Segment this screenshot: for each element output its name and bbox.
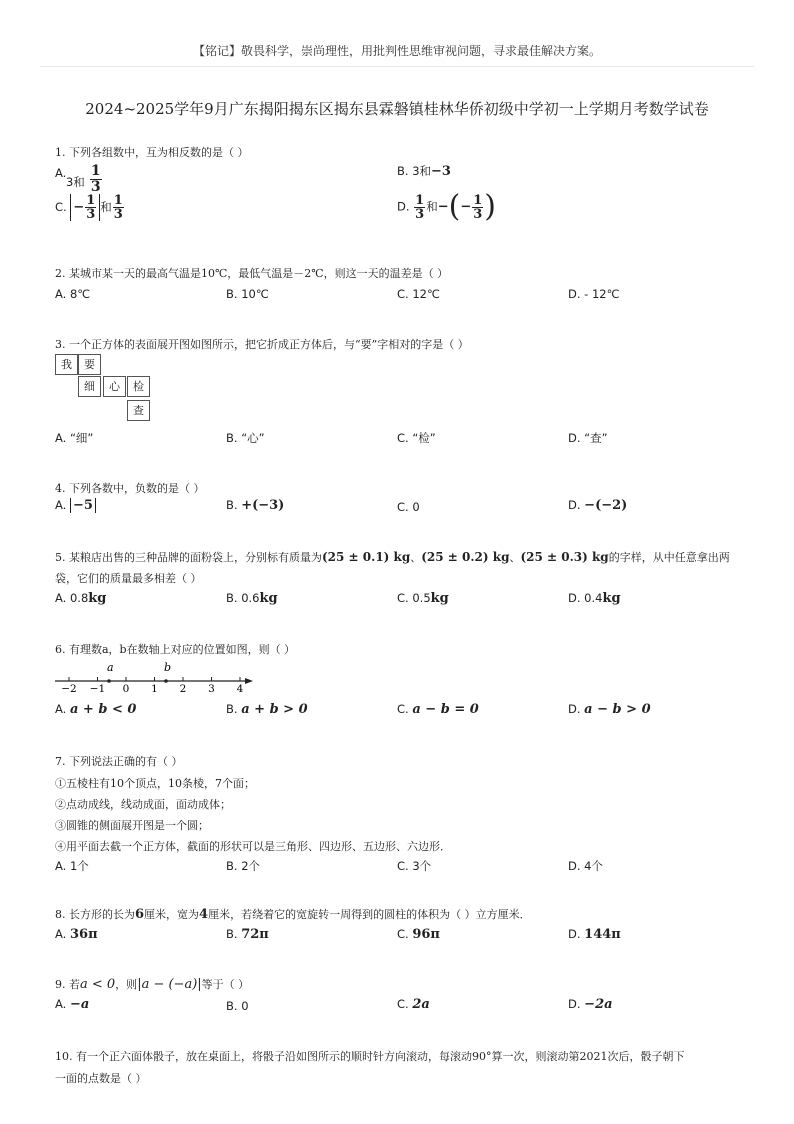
q2-option-b: B. 10℃ <box>226 287 269 301</box>
q9-stem: 9. 若a < 0，则|a − (−a)|等于（ ） <box>55 977 250 992</box>
q7-option-a: A. 1个 <box>55 859 89 873</box>
q5-option-b: B. 0.6kg <box>226 591 278 606</box>
q10-stem-line2: 一面的点数是（ ） <box>55 1072 147 1085</box>
q6-stem: 6. 有理数a，b在数轴上对应的位置如图，则（ ） <box>55 643 296 656</box>
q3-option-a: A. “细” <box>55 431 94 445</box>
header-motto: 【铭记】敬畏科学，崇尚理性，用批判性思维审视问题，寻求最佳解决方案。 <box>192 44 601 58</box>
q6-option-d: D. a − b > 0 <box>568 702 651 717</box>
header-divider <box>40 66 754 67</box>
q1-a-fraction: $\frac{1}{3}$ <box>90 163 101 195</box>
q1-a-text: 3和 <box>65 175 85 189</box>
q1-option-c: C. − $\frac{1}{3}$ 和 $\frac{1}{3}$ <box>55 193 123 222</box>
q7-statement-3: ③圆锥的侧面展开图是一个圆； <box>55 819 209 832</box>
q8-option-c: C. 96π <box>397 927 440 942</box>
q6-option-b: B. a + b > 0 <box>226 702 308 717</box>
q3-option-b: B. “心” <box>226 431 265 445</box>
q3-option-c: C. “检” <box>397 431 436 445</box>
q7-option-d: D. 4个 <box>568 859 603 873</box>
number-line-tick-label: 1 <box>151 683 158 694</box>
number-line-arrow <box>245 678 253 684</box>
q1-option-a <box>55 158 103 195</box>
number-line-tick-label: 3 <box>208 683 215 694</box>
q5-option-d: D. 0.4kg <box>568 591 621 606</box>
q1-c-abs: − $\frac{1}{3}$ <box>70 194 100 221</box>
q5-option-c: C. 0.5kg <box>397 591 449 606</box>
q9-option-c: C. 2a <box>397 997 430 1012</box>
q8-option-b: B. 72π <box>226 927 269 942</box>
q10-stem-line1: 10. 有一个正六面体骰子，放在桌面上，将骰子沿如图所示的顺时针方向滚动，每滚动90°算一次，则滚动第2021次后，骰子朝下 <box>55 1050 685 1063</box>
q7-option-b: B. 2个 <box>226 859 261 873</box>
number-line-diagram <box>50 660 260 694</box>
q8-option-a: A. 36π <box>55 927 98 942</box>
q5-stem-line2: 袋，它们的质量最多相差（ ） <box>55 572 202 585</box>
net-cell-4: 心 <box>103 376 126 397</box>
q5-option-a: A. 0.8kg <box>55 591 107 606</box>
q6-option-a: A. a + b < 0 <box>55 702 137 717</box>
q1-option-d: D. $\frac{1}{3}$ 和−(− $\frac{1}{3}$ ) <box>397 189 497 224</box>
q3-option-d: D. “查” <box>568 431 608 445</box>
label-a: a <box>107 661 114 674</box>
q2-option-d: D. - 12℃ <box>568 287 620 301</box>
point-a <box>107 679 111 683</box>
q4-option-c: C. 0 <box>397 500 420 514</box>
point-b <box>164 679 168 683</box>
q8-option-d: D. 144π <box>568 927 621 942</box>
q1-stem: 1. 下列各组数中，互为相反数的是（ ） <box>55 146 249 159</box>
net-cell-5: 检 <box>127 376 150 397</box>
q7-statement-2: ②点动成线，线动成面，面动成体； <box>55 798 231 811</box>
q4-option-a: A. −5 <box>55 498 96 513</box>
q9-option-b: B. 0 <box>226 999 249 1013</box>
q7-stem: 7. 下列说法正确的有（ ） <box>55 755 183 768</box>
number-line-tick-label: 2 <box>179 683 187 694</box>
label-b: b <box>164 661 172 674</box>
number-line-tick-label: −1 <box>89 683 106 694</box>
q1-option-b: B. 3和−3 <box>397 164 451 179</box>
net-cell-2: 要 <box>78 354 101 375</box>
q6-option-c: C. a − b = 0 <box>397 702 479 717</box>
q2-option-c: C. 12℃ <box>397 287 440 301</box>
q1-a-label: A. <box>55 166 67 180</box>
q4-option-b: B. +(−3) <box>226 498 285 513</box>
q8-stem: 8. 长方形的长为6厘米，宽为4厘米，若绕着它的宽旋转一周得到的圆柱的体积为（ ）立方厘米． <box>55 907 531 922</box>
net-cell-1: 我 <box>55 354 78 375</box>
number-line-tick-label: 0 <box>122 683 130 694</box>
q9-option-a: A. −a <box>55 997 90 1012</box>
page-title: 2024~2025学年9月广东揭阳揭东区揭东县霖磐镇桂林华侨初级中学初一上学期月考数学试卷 <box>85 100 709 118</box>
number-line-tick-label: −2 <box>61 683 77 694</box>
q7-statement-4: ④用平面去截一个正方体，截面的形状可以是三角形、四边形、五边形、六边形． <box>55 840 451 853</box>
q4-stem: 4. 下列各数中，负数的是（ ） <box>55 482 205 495</box>
q2-stem: 2. 某城市某一天的最高气温是10℃，最低气温是－2℃，则这一天的温差是（ ） <box>55 267 449 280</box>
net-cell-6: 查 <box>127 400 150 421</box>
q2-option-a: A. 8℃ <box>55 287 91 301</box>
q7-statement-1: ①五棱柱有10个顶点，10条棱，7个面； <box>55 777 255 790</box>
q9-option-d: D. −2a <box>568 997 613 1012</box>
q5-stem-line1: 5. 某粮店出售的三种品牌的面粉袋上，分别标有质量为(25 ± 0.1) kg、(25 ± 0.2) kg、(25 ± 0.3) kg的字样，从中任意拿出两 <box>55 550 730 564</box>
q3-stem: 3. 一个正方体的表面展开图如图所示，把它折成正方体后，与“要”字相对的字是（ ） <box>55 338 469 351</box>
net-cell-3: 细 <box>78 376 101 397</box>
number-line-tick-label: 4 <box>236 683 244 694</box>
q4-option-d: D. −(−2) <box>568 498 628 513</box>
q7-option-c: C. 3个 <box>397 859 432 873</box>
